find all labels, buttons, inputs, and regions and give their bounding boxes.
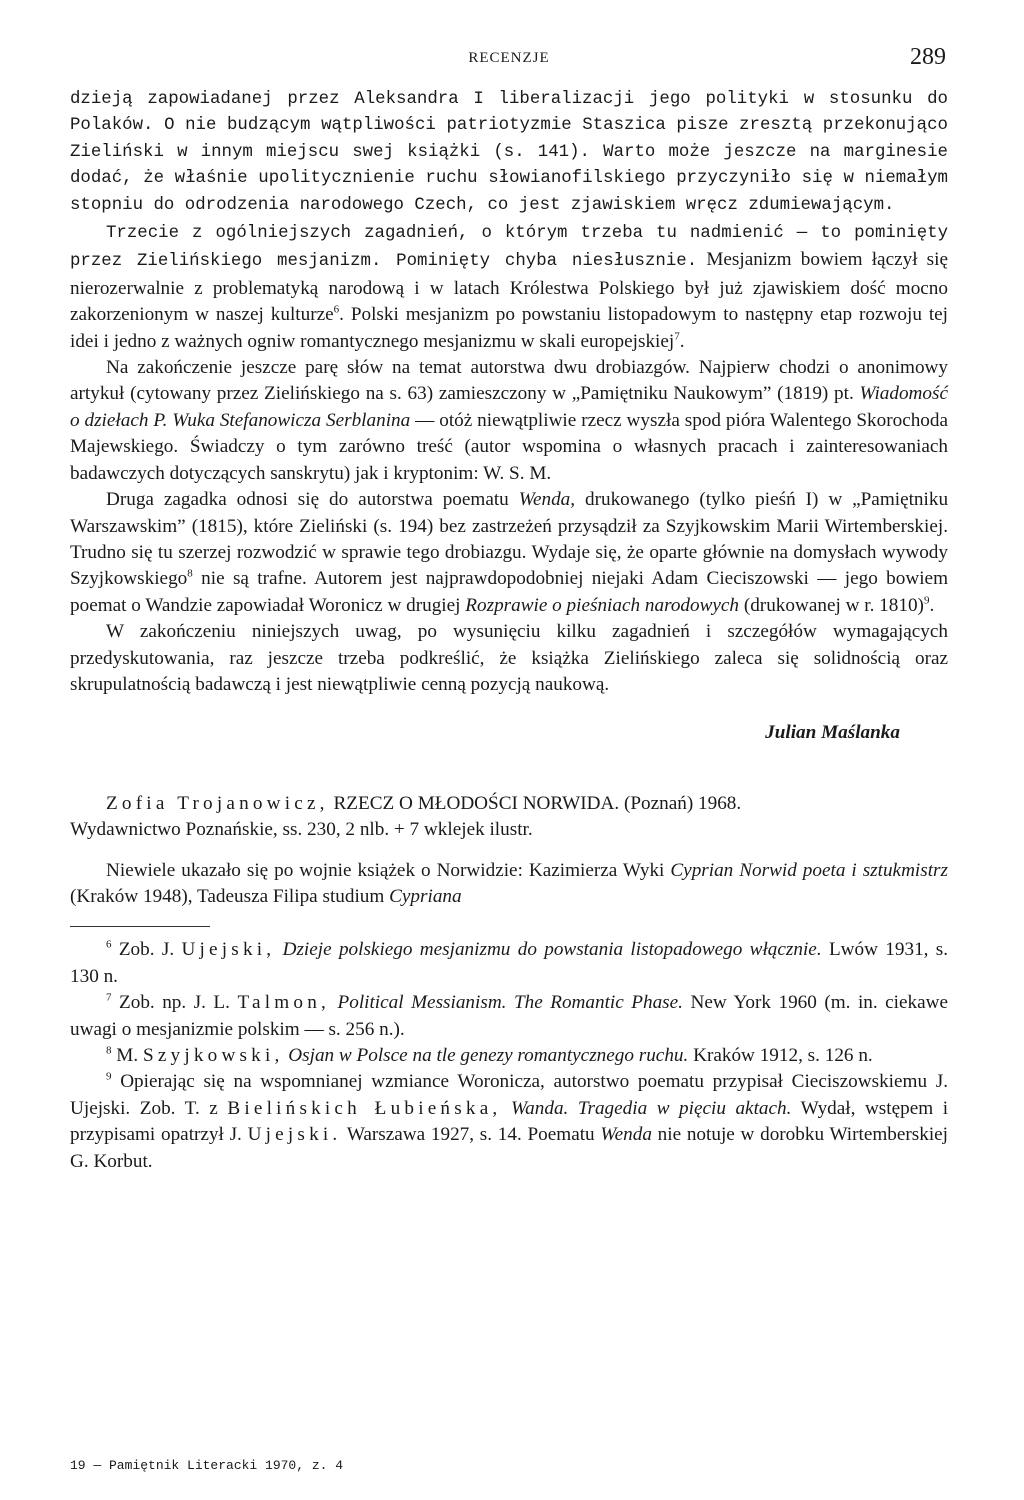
paragraph-4-text: Druga zagadka odnosi się do autorstwa poematu [106,489,509,511]
paragraph-4-text-3: nie są trafne. Autorem jest najprawdopodobniej niejaki Adam Cieciszowski — jego bowiem poemat o Wandzie zapowiadał Woronicz w drugiej [70,568,948,616]
footnote-6-number: 6 [106,938,112,951]
paragraph-4 [70,487,948,619]
footnote-ref-9: 9 [923,594,930,607]
footnote-6-text: Zob. J. [118,939,175,961]
footnote-7-text-2: New York 1960 (m. in. ciekawe uwagi o mesjanizmie polskim — s. 256 n.). [70,992,949,1040]
paragraph-1: dzieją zapowiadanej przez Aleksandra I liberalizacji jego polityki w stosunku do Polaków. O nie budzącym wątpliwości patriotyzmie Staszica pisze zresztą przekonująco Zieliński w innym miejscu swej książki (s. 141). Warto może jeszcze na marginesie dodać, że właśnie upolitycznienie ruchu słowianofilskiego przyczyniło się w niemałym stopniu do odrodzenia narodowego Czech, co jest zjawiskiem wręcz zdumiewającym. [70,90,948,215]
page-footer: 19 — Pamiętnik Literacki 1970, z. 4 [70,1458,344,1473]
footnote-8-author: Szyjkowski, [142,1045,284,1066]
footnote-6-author: Ujejski, [181,939,276,961]
footnote-8-text: M. [116,1045,139,1066]
footnote-7 [70,990,948,1043]
paragraph-3-text: Na zakończenie jeszcze parę słów na temat autorstwa dwu drobiazgów. Najpierw chodzi o anonimowy artykuł (cytowany przez Zielińskiego na s. 63) zamieszczony w „Pamiętniku Naukowym” (1819) pt. [70,357,948,405]
footnote-divider [70,926,210,927]
journal-page [70,44,948,1175]
footnote-8-title: Osjan w Polsce na tle genezy romantycznego ruchu. [288,1045,689,1066]
page-header [70,44,948,84]
footnote-6-title: Dzieje polskiego mesjanizmu do powstania listopadowego włącznie. [282,939,822,961]
footnote-9-author: Bielińskich Łubieńska, [227,1097,502,1119]
review-publisher: Wydawnictwo Poznańskie, ss. 230, 2 nlb. + 7 wklejek ilustr. [70,819,533,841]
footnote-9-number: 9 [106,1071,112,1084]
footnote-8-text-2: Kraków 1912, s. 126 n. [693,1045,873,1066]
paragraph-2-lead: Trzecie z ogólniejszych zagadnień, o którym trzeba tu nadmienić — to pominięty przez Zielińskiego mesjanizm. Pominięty chyba niesłusznie. [70,224,948,272]
paragraph-5: W zakończeniu niniejszych uwag, po wysunięciu kilku zagadnień i szczegółów wymagających przedyskutowania, raz jeszcze trzeba podkreślić, że książka Zielińskiego zaleca się solidnością oraz skrupulatnością badawczą i jest niewątpliwie cenną pozycją naukową. [70,621,948,695]
footnote-9-title: Wanda. Tragedia w pięciu aktach. [510,1097,792,1119]
review-text-2: (Kraków 1948), Tadeusza Filipa studium [70,885,385,907]
footnote-ref-7: 7 [674,330,680,343]
paragraph-3-text-2: — otóż niewątpliwie rzecz wyszła spod pióra Walentego Skorochoda Majewskiego. Świadczy o tym zarówno treść (autor wspomina o własnych pracach i zainteresowaniach badawczych dotyczących sanskrytu) jak i kryptonim: W. S. M. [70,409,949,484]
footnote-7-text: Zob. np. J. L. [119,992,230,1014]
paragraph-4-wenda: Wenda, [518,489,576,511]
review-text: Niewiele ukazało się po wojnie książek o Norwidzie: Kazimierza Wyki [106,859,665,881]
footnote-9-text-3: Warszawa 1927, s. 14. Poematu [346,1124,595,1146]
review-author: Zofia Trojanowicz, [106,792,329,814]
footnotes [70,937,948,1175]
review-title-2: Cypriana [389,885,462,907]
review-citation [70,791,948,817]
footnote-6 [70,937,948,990]
paragraph-2 [70,219,948,355]
page-number: 289 [910,44,946,70]
footnote-9-wenda: Wenda [600,1124,652,1146]
review-body [70,858,948,911]
article-body [70,87,948,910]
footnote-ref-8: 8 [187,567,193,580]
footnote-ref-6: 6 [333,303,340,316]
paragraph-3 [70,355,948,487]
footnote-6-text-2: Lwów 1931, s. 130 n. [70,939,949,987]
review-title-1: Cyprian Norwid poeta i sztukmistrz [670,859,948,881]
footnote-7-title: Political Messianism. The Romantic Phase. [337,992,683,1014]
paragraph-2-text: Mesjanizm bowiem łączył się nierozerwalnie z problematyką narodową i w latach Królestwa Polskiego był już zjawiskiem dość mocno zakorzenionym w naszej kulturze [70,249,948,326]
paragraph-4-text-4: (drukowanej w r. 1810) [743,594,924,616]
paragraph-3-title: Wiadomość o dziełach P. Wuka Stefanowicza Serblanina [70,383,948,431]
footnote-7-number: 7 [106,991,112,1004]
footnote-7-author: Talmon, [237,992,330,1014]
footnote-8 [70,1043,948,1069]
footnote-9 [70,1069,948,1175]
paragraph-2-end: . [679,330,685,352]
reviewer-signature: Julian Maślanka [765,722,900,744]
paragraph-4-end: . [929,594,935,616]
review-heading [70,791,948,844]
footnote-9-text-4: nie notuje w dorobku Wirtemberskiej G. Korbut. [70,1124,949,1172]
footnote-8-number: 8 [106,1044,112,1057]
review-paragraph-1 [70,858,948,911]
paragraph-2-text-2: . Polski mesjanizm po powstaniu listopadowym to następny etap rozwoju tej idei i jedno z ważnych ogniw romantycznego mesjanizmu w skali europejskiej [70,304,948,352]
paragraph-4-title: Rozprawie o pieśniach narodowych [465,594,740,616]
footnote-9-text-2: Wydał, wstępem i przypisami opatrzył J. [70,1097,949,1146]
footnote-9-author-2: Ujejski. [247,1124,342,1146]
running-head: RECENZJE [468,50,550,66]
footnote-9-text: Opierając się na wspomnianej wzmiance Woronicza, autorstwo poematu przypisał Cieciszowskiemu J. Ujejski. Zob. T. z [70,1071,948,1119]
paragraph-4-text-2: drukowanego (tylko pieśń I) w „Pamiętniku Warszawskim” (1815), które Zieliński (s. 194) bez zastrzeżeń przysądził za Szyjkowskim Marii Wirtemberskiej. Trudno się tu szerzej rozwodzić w sprawie tego drobiazgu. Wydaje się, że oparte głównie na domysłach wywody Szyjkowskiego [70,489,949,590]
review-title: RZECZ O MŁODOŚCI NORWIDA. (Poznań) 1968. [333,792,742,814]
